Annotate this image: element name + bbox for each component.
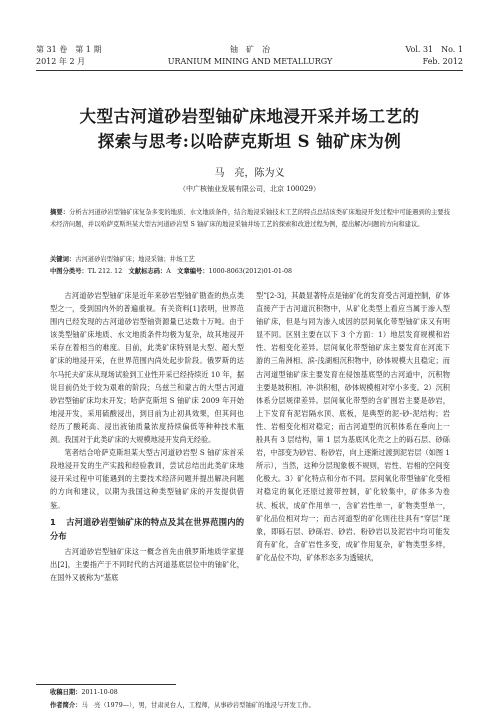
abstract-label: 摘要： — [50, 209, 70, 216]
body-left-column — [50, 289, 244, 584]
body-paragraph: 笔者结合哈萨克斯坦某大型古河道砂岩型 S 铀矿床首采段地浸开发的生产实践和经验教训，尝试总结出此类矿床地浸开采过程中可能遇到的主要技术经济问题并提出解决问题的方向和建议，以期为我国这种类型铀矿床的开发提供借鉴。 — [50, 448, 244, 510]
journal-name-en: URANIUM MINING AND METALLURGY — [167, 57, 333, 66]
received-date: 2011-10-08 — [81, 689, 118, 696]
journal-volume-issue: 第 31 卷 第 1 期 — [36, 45, 102, 54]
article-title-line-1: 大型古河道砂岩型铀矿床地浸开采并场工艺的 — [79, 107, 420, 126]
journal-date-cn: 2012 年 2 月 — [36, 57, 86, 66]
body-paragraph: 古河道砂岩型铀矿床是近年来砂岩型铀矿勘查的热点类型之一，受到国内外的普遍重视。有关资料[1]表明，世界范围内已经发现的古河道砂岩型铀资源量已达数十万吨。由于该类型铀矿床地质、水文地质条件均极为复杂，故其地浸开采存在着相当的难度。目前，此类矿床特别是大型、超大型矿床的地浸开采，在世界范围内尚处起步阶段。俄罗斯的达尔马托夫矿床从现场试验到工业性开采已经持续近 10 年，据说目前仍处于较为艰难的阶段；乌兹兰和蒙古的大型古河道砂岩型铀矿床均未开发；哈萨克斯坦 S 铀矿床 2009 年开始地浸开发，采用硫酸浸出，到目前为止初具效果，但其间也经历了酸耗高、浸出液铀质量浓度持续偏低等种种技术瓶颈。我国对于此类矿床的大规模地浸开发尚无经验。 — [50, 291, 244, 445]
section-number: 1 — [50, 516, 56, 527]
footnote-received — [50, 687, 470, 699]
clc-value: TL 212. 12 — [87, 268, 123, 275]
body-paragraph: 古河道砂岩型铀矿床这一概念首先由俄罗斯地质学家提出[2]，主要指产于不同时代的古河道基底层位中的铀矿化，在国外又被称为“基底 — [50, 546, 244, 582]
body-paragraph: 型”[2-3]，其最显著特点是铀矿化的发育受古河道控制，矿体直接产于古河道沉积物中，从矿化类型上看应当属于渗入型铀矿床，但是与同为渗入成因的层间氧化带型铀矿床又有明显不同。区别主要在以下 3 个方面：1）地层发育规模和岩性、岩相变化差异。层间氧化带型铀矿床主要发育在河流下游的三角洲相、滨-浅湖相沉积物中，砂体规模大且稳定；而古河道型铀矿床主要发育在侵蚀基底型的古河道中，沉积物主要是坡积相、冲-洪积相，砂体规模相对窄小多变。2）沉积体系分层规律差异。层间氧化带型的含矿围岩主要是砂岩，上下发育有泥岩隔水顶、底板，是典型的泥-砂-泥结构；岩性、岩相变化相对稳定；而古河道型的沉积体系在垂向上一般具有 3 层结构，第 1 层为基底风化壳之上的砾石层、砂砾岩，中部变为砂岩、粉砂岩，向上逐渐过渡到泥岩层（如图 1 所示），当然，这种分层现象极不规则，岩性、岩相的空间变化极大。3）矿化特点和分布不同。层间氧化带型铀矿化受相对稳定的氧化还原过渡带控制，矿化较集中，矿体多为卷状、板状，成矿作用单一，含矿岩性单一，矿物类型单一，矿化品位相对均一；而古河道型的矿化则往往具有“穿层”现象，即砾石层、砂砾岩、砂岩、粉砂岩以及泥岩中均可能发育有矿化，含矿岩性多变，成矿作用复杂，矿物类型多样，矿化品位不均，矿体形态多为透镜状， — [256, 291, 450, 562]
abstract — [50, 207, 450, 230]
author-bio-label: 作者简介： — [50, 702, 82, 709]
header-rule — [36, 70, 463, 71]
journal-volume-en: Vol. 31 No. 1 — [405, 45, 463, 54]
doc-code-value: A — [166, 268, 171, 275]
received-label: 收稿日期： — [50, 689, 82, 696]
article-no-value: 1000-8063(2012)01-01-08 — [208, 268, 293, 275]
article-title-line-2: 探索与思考:以哈萨克斯坦 S 铀矿床为例 — [97, 132, 402, 151]
section-heading — [50, 515, 244, 543]
abstract-text: 分析古河道砂岩型铀矿床复杂多变的地质、水文地质条件，结合地浸采铀技术工艺的特点总结该类矿床地浸开发过程中可能遇到的主要技术经济问题，并以哈萨克斯坦某大型古河道砂岩型 S 铀矿床的地浸采铀井场工艺的探索和改进过程为例，提出解决问题的方向和建议。 — [50, 209, 451, 228]
doc-code-label: 文献标志码： — [128, 268, 167, 275]
journal-date-en: Feb. 2012 — [422, 57, 463, 66]
section-title: 古河道砂岩型铀矿床的特点及其在世界范围内的分布 — [50, 516, 244, 541]
keywords-label: 关键词： — [50, 256, 76, 263]
footnote-rule — [36, 684, 176, 685]
classification-line — [50, 266, 450, 277]
journal-name-cn: 铀 矿 冶 — [230, 45, 270, 54]
footnote-author-bio — [50, 700, 470, 712]
article-affiliation: （中广核铀业发展有限公司，北京 100029） — [179, 185, 320, 193]
author-bio-text: 马 亮（1979—），男，甘肃灵台人，工程师，从事砂岩型铀矿的地浸与开发工作。 — [81, 702, 315, 709]
body-right-column — [256, 289, 450, 564]
article-no-label: 文章编号： — [177, 268, 209, 275]
clc-label: 中图分类号： — [50, 268, 88, 275]
article-authors: 马 亮，陈为义 — [214, 168, 285, 179]
keywords-text: 古河道砂岩型铀矿床；地浸采铀；井场工艺 — [75, 256, 195, 263]
keywords — [50, 254, 450, 265]
